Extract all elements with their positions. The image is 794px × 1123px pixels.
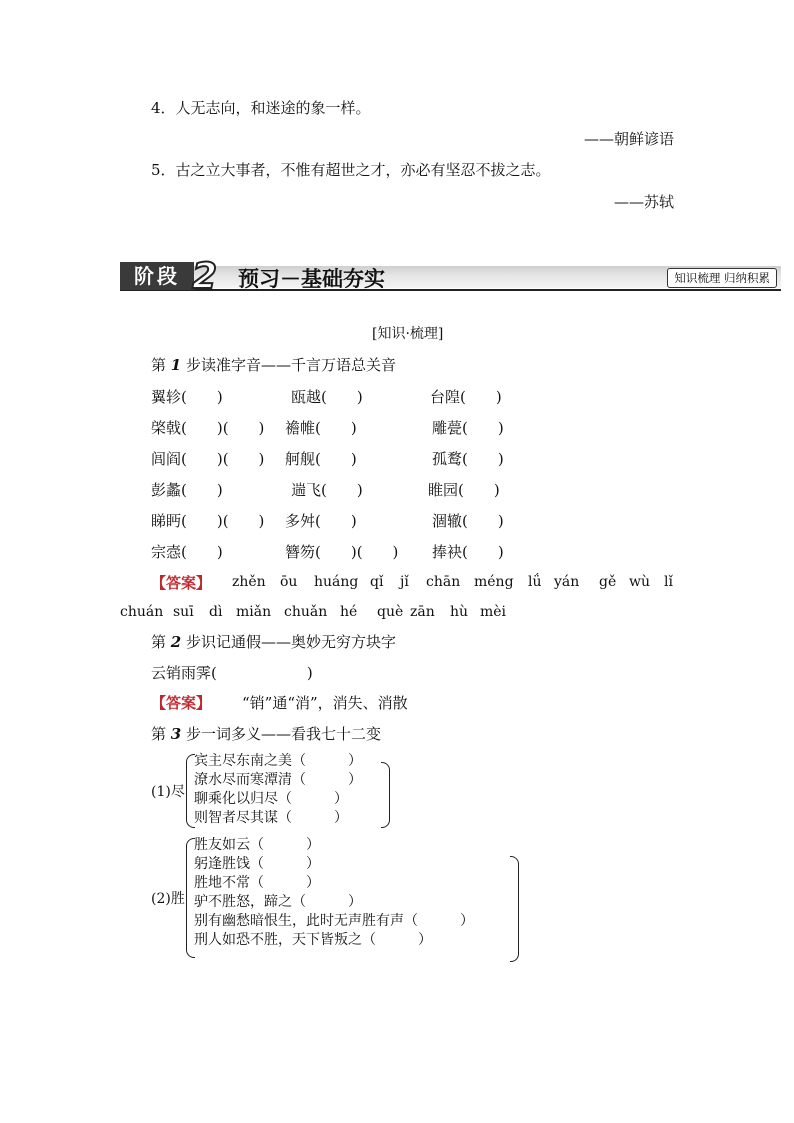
group1-item: 潦水尽而寒潭清（ ） xyxy=(194,772,362,788)
step1-number: 1 xyxy=(170,356,182,374)
pinyin: zān xyxy=(410,604,435,620)
step1-cell: 雕甍( ) xyxy=(432,419,504,437)
group2-item: 驴不胜怒，蹄之（ ） xyxy=(194,894,362,910)
step1-cell: 多舛( ) xyxy=(285,512,357,530)
group2-item: 躬逢胜饯（ ） xyxy=(194,856,320,872)
banner-tag: 知识梳理 归纳积累 xyxy=(667,268,777,288)
stage-banner xyxy=(120,256,781,297)
pinyin: méng xyxy=(474,574,514,590)
pinyin: jǐ xyxy=(400,574,409,590)
quote-5: 5．古之立大事者，不惟有超世之才，亦必有坚忍不拔之志。 xyxy=(151,161,551,179)
pinyin: lǐ xyxy=(664,574,673,590)
step1-cell: 襜帷( ) xyxy=(285,419,357,437)
pinyin: dì xyxy=(209,604,223,620)
pinyin: yán xyxy=(554,574,580,590)
quote-5-source: ——苏轼 xyxy=(613,193,674,211)
group1-item: 则智者尽其谋（ ） xyxy=(194,810,348,826)
step1-cell: 台隍( ) xyxy=(430,388,502,406)
section-heading: [知识·梳理] xyxy=(372,326,444,342)
step1-cell: 睢园( ) xyxy=(428,481,500,499)
step1-cell: 遄飞( ) xyxy=(291,481,363,499)
pinyin: suī xyxy=(173,604,194,620)
step1-cell: 瓯越( ) xyxy=(291,388,363,406)
pinyin: hé xyxy=(340,604,358,620)
answer-label: 【答案】 xyxy=(151,694,212,712)
group2-label: (2)胜 xyxy=(151,891,185,907)
step2-answer: “销”通“消”，消失、消散 xyxy=(242,694,408,712)
step2-title: 步识记通假——奥妙无穷方块字 xyxy=(186,633,397,651)
group2-item: 胜地不常（ ） xyxy=(194,875,320,891)
pinyin: miǎn xyxy=(236,604,272,620)
step1-answer-line1 xyxy=(232,574,682,594)
pinyin: qǐ xyxy=(370,574,384,590)
group2-item: 别有幽愁暗恨生，此时无声胜有声（ ） xyxy=(194,913,474,929)
step1-answer-line2 xyxy=(120,604,530,624)
group1-items xyxy=(194,752,362,828)
step1-cell: 宗悫( ) xyxy=(151,543,223,561)
pinyin: chuán xyxy=(120,604,164,620)
step1-cell: 捧袂( ) xyxy=(432,543,504,561)
step3-number: 3 xyxy=(170,725,182,743)
group2-items xyxy=(194,836,474,950)
banner-title: 预习－基础夯实 xyxy=(238,266,385,291)
step1-cell: 簪笏( )( ) xyxy=(285,543,399,561)
step1-cell: 彭蠡( ) xyxy=(151,481,223,499)
stage-label: 阶段 xyxy=(120,262,194,290)
step3-title: 步一词多义——看我七十二变 xyxy=(186,725,382,743)
step1-cell: 闾阎( )( ) xyxy=(151,450,265,468)
pinyin: zhěn xyxy=(232,574,266,590)
step1-cell: 涸辙( ) xyxy=(432,512,504,530)
group2-item: 胜友如云（ ） xyxy=(194,837,320,853)
group1-right-brace xyxy=(381,762,390,828)
step1-cell: 睇眄( )( ) xyxy=(151,512,265,530)
pinyin: ōu xyxy=(280,574,298,590)
pinyin: mèi xyxy=(480,604,507,620)
banner-underline xyxy=(120,289,781,291)
pinyin: huáng xyxy=(314,574,359,590)
pinyin: hù xyxy=(450,604,469,620)
group2-item: 刑人如恐不胜，天下皆叛之（ ） xyxy=(194,932,432,948)
pinyin: què xyxy=(377,604,404,620)
step1-cell: 翼轸( ) xyxy=(151,388,223,406)
step1-title: 步读准字音——千言万语总关音 xyxy=(186,356,397,374)
step2-heading: 第 2 步识记通假——奥妙无穷方块字 xyxy=(151,633,397,651)
stage-number: 2 xyxy=(192,256,218,297)
step2-item: 云销雨霁( ) xyxy=(151,664,313,682)
pinyin: gě xyxy=(599,574,617,590)
group1-item: 聊乘化以归尽（ ） xyxy=(194,791,348,807)
step1-cell: 舸舰( ) xyxy=(285,450,357,468)
step2-number: 2 xyxy=(170,633,182,651)
group1-label: (1)尽 xyxy=(151,784,185,800)
pinyin: chān xyxy=(426,574,461,590)
step3-heading: 第 3 步一词多义——看我七十二变 xyxy=(151,725,382,743)
step1-heading: 第 1 步读准字音——千言万语总关音 xyxy=(151,356,397,374)
quote-4-source: ——朝鲜谚语 xyxy=(583,130,674,148)
answer-label: 【答案】 xyxy=(151,574,212,592)
quote-4: 4．人无志向，和迷途的象一样。 xyxy=(151,99,371,117)
step1-cell: 孤鹜( ) xyxy=(432,450,504,468)
group2-right-brace xyxy=(510,856,519,962)
pinyin: chuǎn xyxy=(284,604,328,620)
pinyin: lǘ xyxy=(528,574,542,590)
pinyin: wù xyxy=(629,574,650,590)
group1-item: 宾主尽东南之美（ ） xyxy=(194,753,362,769)
step1-cell: 棨戟( )( ) xyxy=(151,419,265,437)
